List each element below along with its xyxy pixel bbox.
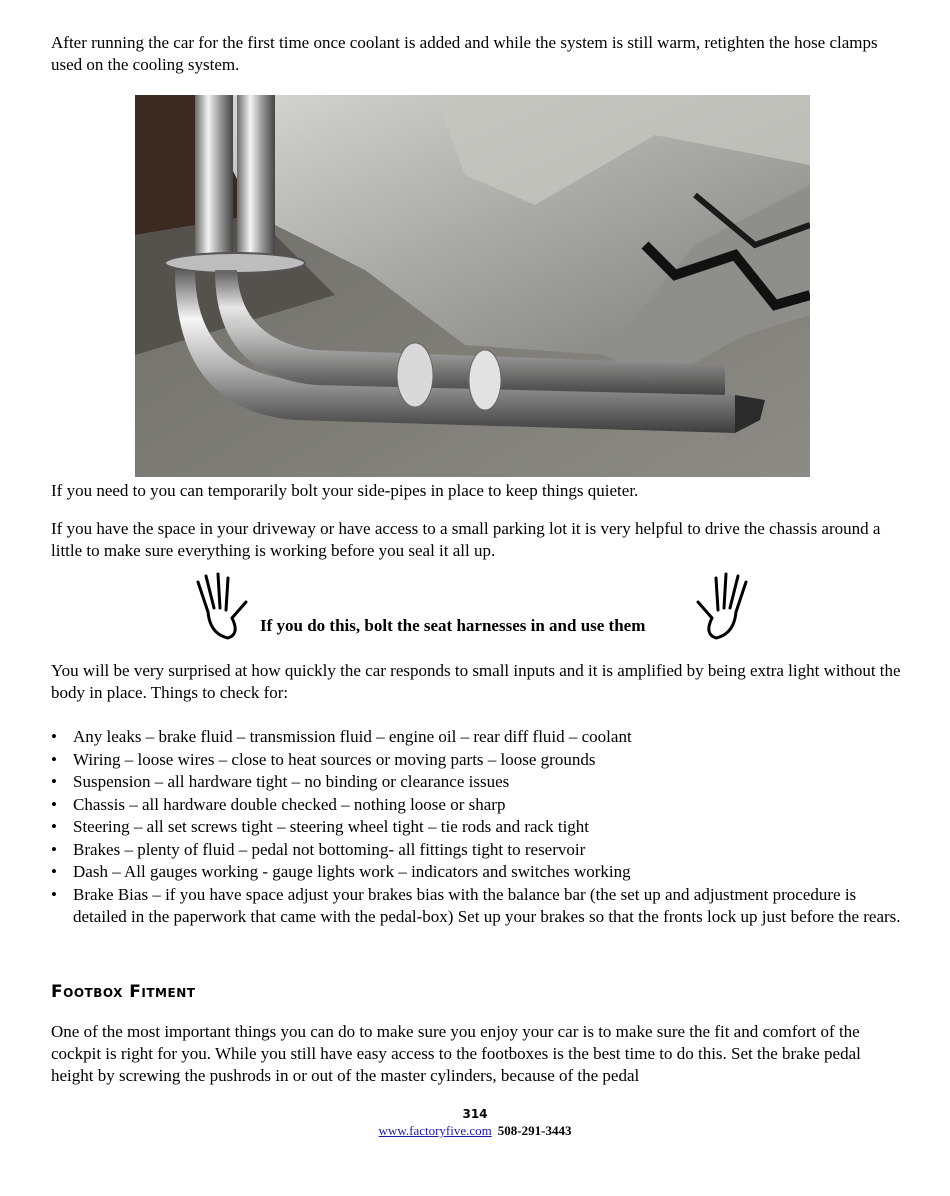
list-item: • Brakes – plenty of fluid – pedal not bottoming- all fittings tight to reservoir	[51, 839, 586, 859]
section-heading: Footbox Fitment	[51, 982, 196, 1002]
page-footer	[0, 1106, 950, 1140]
list-item: • Chassis – all hardware double checked – nothing loose or sharp	[51, 794, 506, 814]
footbox-paragraph: One of the most important things you can do to make sure you enjoy your car is to make sure the fit and comfort of the cockpit is right for you. While you still have easy access to the footboxes is the best time to do this. Set the brake pedal height by screwing the pushrods in or out of the master cylinders, because of the pedal	[51, 1022, 861, 1085]
checklist	[51, 726, 901, 929]
phone-number: 508-291-3443	[497, 1123, 572, 1138]
warning-text: If you do this, bolt the seat harnesses in and use them	[260, 616, 646, 635]
list-item: • Any leaks – brake fluid – transmission fluid – engine oil – rear diff fluid – coolant	[51, 727, 632, 746]
warning-callout	[0, 568, 950, 648]
side-pipe-photo	[135, 95, 810, 477]
contact-line	[0, 1122, 950, 1140]
page-number: 314	[462, 1107, 488, 1121]
list-item: • Brake Bias – if you have space adjust your brakes bias with the balance bar (the set up and adjustment procedure is detailed in the paperwork that came with the pedal-box) Set up your brakes so that the fronts lock up just before the rears.	[51, 884, 901, 926]
list-item: • Suspension – all hardware tight – no binding or clearance issues	[51, 772, 510, 791]
website-link[interactable]: www.factoryfive.com	[378, 1123, 492, 1138]
list-item: • Dash – All gauges working - gauge lights work – indicators and switches working	[51, 862, 631, 881]
drive-paragraph: If you have the space in your driveway or have access to a small parking lot it is very helpful to drive the chassis around a little to make sure everything is working before you seal it all up.	[51, 519, 881, 560]
caption-paragraph: If you need to you can temporarily bolt your side-pipes in place to keep things quieter.	[51, 481, 639, 500]
list-item: • Wiring – loose wires – close to heat sources or moving parts – loose grounds	[51, 749, 596, 769]
check-intro-paragraph: You will be very surprised at how quickly the car responds to small inputs and it is amplified by being extra light without the body in place. Things to check for:	[51, 661, 901, 702]
right-hand-icon	[692, 568, 756, 642]
left-hand-icon	[188, 568, 252, 642]
list-item: • Steering – all set screws tight – steering wheel tight – tie rods and rack tight	[51, 817, 590, 836]
intro-paragraph: After running the car for the first time once coolant is added and while the system is still warm, retighten the hose clamps used on the cooling system.	[51, 33, 878, 74]
